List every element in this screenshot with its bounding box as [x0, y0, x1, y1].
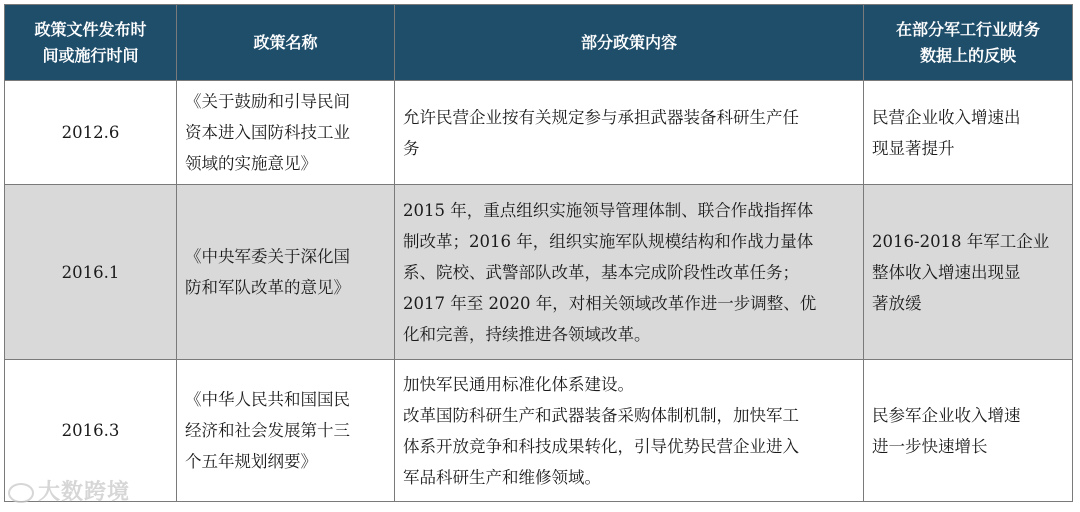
- cell-policy-name: 《关于鼓励和引导民间 资本进入国防科技工业 领域的实施意见》: [177, 81, 395, 185]
- cell-date: 2016.1: [5, 185, 177, 360]
- cell-policy-content: 加快军民通用标准化体系建设。 改革国防科研生产和武器装备采购体制机制，加快军工 体系开放竞争和科技成果转化，引导优势民营企业进入 军品科研生产和维修领域。: [395, 360, 864, 502]
- watermark: [8, 475, 130, 506]
- cell-financial-reflection: 民参军企业收入增速 进一步快速增长: [864, 360, 1073, 502]
- watermark-logo-icon: [8, 483, 34, 503]
- table-row: [5, 185, 1073, 360]
- cell-date: 2016.3: [5, 360, 177, 502]
- table-row: [5, 81, 1073, 185]
- table-row: [5, 360, 1073, 502]
- cell-policy-content: 允许民营企业按有关规定参与承担武器装备科研生产任 务: [395, 81, 864, 185]
- cell-policy-content: 2015 年，重点组织实施领导管理体制、联合作战指挥体 制改革；2016 年，组织实施军队规模结构和作战力量体 系、院校、武警部队改革，基本完成阶段性改革任务； 2017 年至 2020 年，对相关领域改革作进一步调整、优 化和完善，持续推进各领域改革。: [395, 185, 864, 360]
- header-financial-reflection: 在部分军工行业财务 数据上的反映: [864, 5, 1073, 81]
- policy-table: [4, 4, 1073, 502]
- cell-financial-reflection: 2016-2018 年军工企业 整体收入增速出现显 著放缓: [864, 185, 1073, 360]
- cell-policy-name: 《中华人民共和国国民 经济和社会发展第十三 个五年规划纲要》: [177, 360, 395, 502]
- table-header: [5, 5, 1073, 81]
- cell-date: 2012.6: [5, 81, 177, 185]
- watermark-text: 大数跨境: [38, 480, 131, 505]
- cell-policy-name: 《中央军委关于深化国 防和军队改革的意见》: [177, 185, 395, 360]
- header-policy-content: 部分政策内容: [395, 5, 864, 81]
- header-date: 政策文件发布时 间或施行时间: [5, 5, 177, 81]
- header-policy-name: 政策名称: [177, 5, 395, 81]
- cell-financial-reflection: 民营企业收入增速出 现显著提升: [864, 81, 1073, 185]
